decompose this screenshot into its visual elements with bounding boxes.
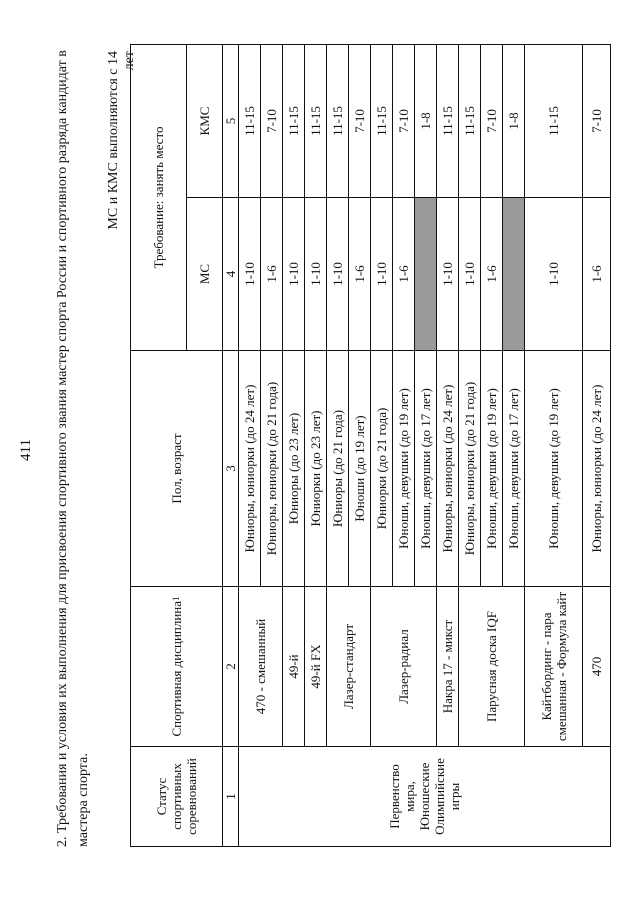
age-cell: Юниоры, юниорки (до 21 года) [459,351,481,587]
age-cell: Юноши, девушки (до 19 лет) [481,351,503,587]
header-status: Статус спортивных соревнований [131,747,223,847]
ms-cell: 1-10 [327,198,349,351]
age-cell: Юниорки (до 23 лет) [305,351,327,587]
ms-cell: 1-10 [525,198,583,351]
col-number: 3 [223,351,239,587]
ms-cell: 1-10 [283,198,305,351]
page-number: 411 [18,439,34,461]
age-cell: Юниоры, юниорки (до 21 года) [261,351,283,587]
footnote-marker: 1 [171,596,181,601]
age-cell: Юниоры (до 21 года) [327,351,349,587]
table-row [283,44,305,846]
discipline-cell: 49-й [283,587,305,747]
ms-cell: 1-6 [393,198,415,351]
ms-cell: 1-10 [239,198,261,351]
ms-cell: 1-6 [261,198,283,351]
table-row [437,44,459,846]
discipline-cell: 470 [583,587,611,747]
table-row [305,44,327,846]
requirements-table [130,44,611,847]
kms-cell: 1-8 [415,44,437,197]
kms-cell: 7-10 [393,44,415,197]
age-cell: Юниорки (до 21 года) [371,351,393,587]
kms-cell: 11-15 [459,44,481,197]
kms-cell: 11-15 [283,44,305,197]
age-cell: Юниоры (до 23 лет) [283,351,305,587]
column-number-row [223,44,239,846]
intro-paragraph: 2. Требования и условия их выполнения для присвоения спортивного звания мастер спорта России и спортивного разряда кандидат в мастера спорта. [55,50,91,847]
ms-cell: 1-6 [349,198,371,351]
age-cell: Юниоры, юниорки (до 24 лет) [437,351,459,587]
discipline-cell: Парусная доска IQF [459,587,525,747]
col-number: 1 [223,747,239,847]
ms-cell: 1-10 [437,198,459,351]
table-row [459,44,481,846]
table-row [583,44,611,846]
ms-cell: 1-10 [305,198,327,351]
ms-cell-shaded [415,198,437,351]
discipline-cell: Лазер-стандарт [327,587,371,747]
age-cell: Юниоры, юниорки (до 24 лет) [583,351,611,587]
kms-cell: 7-10 [349,44,371,197]
discipline-cell: Лазер-радиал [371,587,437,747]
header-discipline [131,587,223,747]
table-row [239,44,261,846]
discipline-cell: 49-й FX [305,587,327,747]
kms-cell: 11-15 [327,44,349,197]
discipline-cell: Кайтбординг - пара смешанная - Формула кайт [525,587,583,747]
table-row [371,44,393,846]
table-row [525,44,583,846]
table-row [327,44,349,846]
header-requirement: Требование: занять место [131,44,187,350]
age-cell: Юноши, девушки (до 19 лет) [393,351,415,587]
ms-cell-shaded [503,198,525,351]
discipline-cell: Накра 17 - микст [437,587,459,747]
kms-cell: 7-10 [583,44,611,197]
status-cell: Первенство мира, Юношеские Олимпийские игры [239,747,611,847]
age-note: МС и КМС выполняются с 14 лет [106,51,137,230]
ms-cell: 1-10 [459,198,481,351]
kms-cell: 11-15 [239,44,261,197]
age-cell: Юноши, девушки (до 17 лет) [503,351,525,587]
discipline-cell: 470 - смешанный [239,587,283,747]
col-number: 2 [223,587,239,747]
col-number: 4 [223,198,239,351]
age-cell: Юноши, девушки (до 17 лет) [415,351,437,587]
table-header-row [131,44,187,846]
col-number: 5 [223,44,239,197]
kms-cell: 11-15 [371,44,393,197]
kms-cell: 1-8 [503,44,525,197]
age-cell: Юниоры, юниорки (до 24 лет) [239,351,261,587]
kms-cell: 11-15 [305,44,327,197]
age-cell: Юноши, девушки (до 19 лет) [525,351,583,587]
kms-cell: 7-10 [481,44,503,197]
age-cell: Юноши (до 19 лет) [349,351,371,587]
ms-cell: 1-10 [371,198,393,351]
ms-cell: 1-6 [583,198,611,351]
kms-cell: 11-15 [437,44,459,197]
kms-cell: 7-10 [261,44,283,197]
kms-cell: 11-15 [525,44,583,197]
header-discipline-label: Спортивная дисциплина [169,600,184,737]
header-kms: КМС [187,44,223,197]
ms-cell: 1-6 [481,198,503,351]
header-ms: МС [187,198,223,351]
header-age: Пол, возраст [131,351,223,587]
